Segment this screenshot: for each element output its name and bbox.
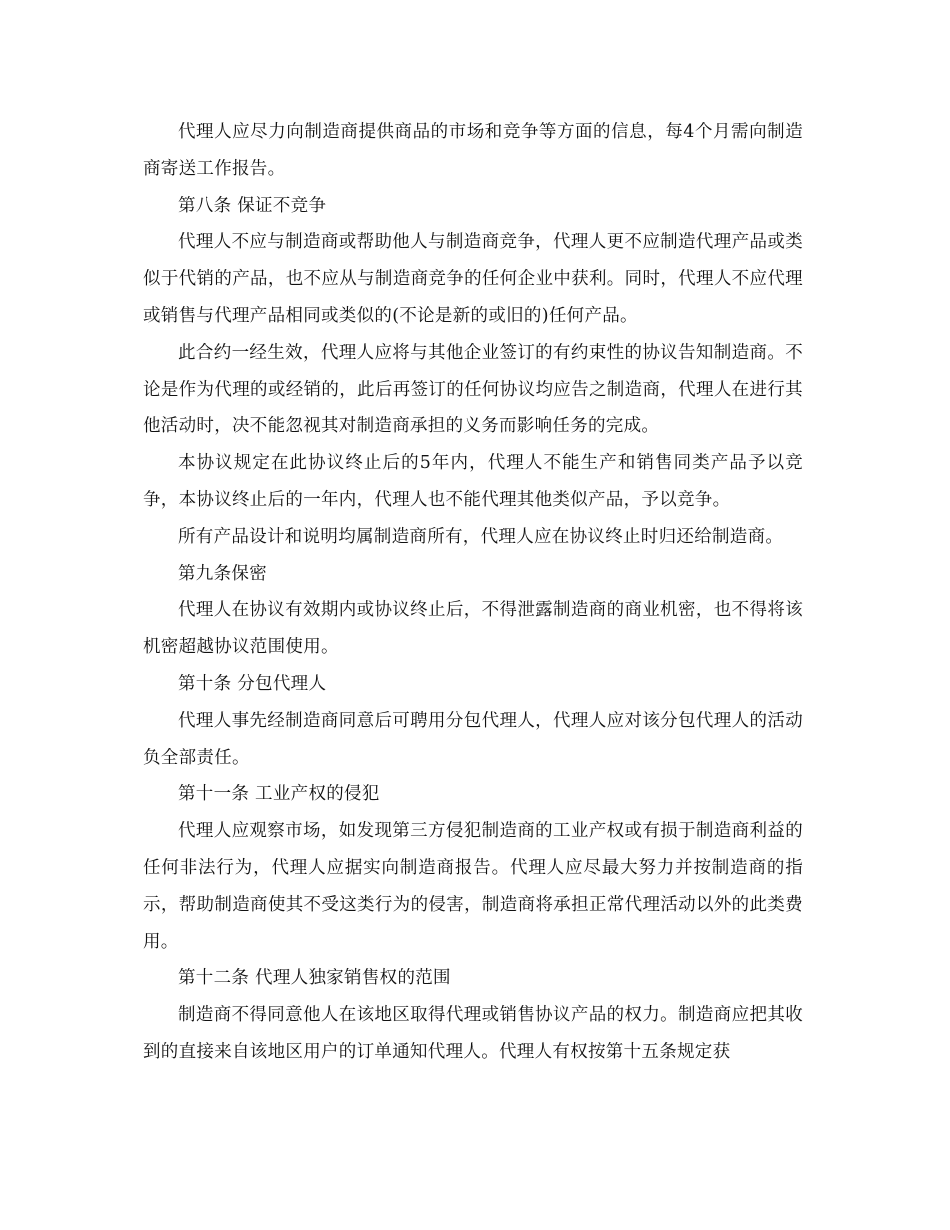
article-9-heading: 第九条保密 (178, 563, 267, 584)
paragraph-post-termination: 本协议规定在此协议终止后的5年内，代理人不能生产和销售同类产品予以竞争，本协议终止后的一年内，代理人也不能代理其他类似产品，予以竞争。 (143, 453, 803, 510)
paragraph-non-compete: 代理人不应与制造商或帮助他人与制造商竞争，代理人更不应制造代理产品或类似于代销的产品，也不应从与制造商竞争的任何企业中获利。同时，代理人不应代理或销售与代理产品相同或类似的(不论是新的或旧的)任何产品。 (143, 232, 803, 326)
article-11-heading: 第十一条 工业产权的侵犯 (178, 784, 380, 805)
document-page (143, 114, 803, 1071)
article-10-heading: 第十条 分包代理人 (178, 673, 327, 694)
paragraph-ip-infringement: 代理人应观察市场，如发现第三方侵犯制造商的工业产权或有损于制造商利益的任何非法行为，代理人应据实向制造商报告。代理人应尽最大努力并按制造商的指示，帮助制造商使其不受这类行为的侵害，制造商将承担正常代理活动以外的此类费用。 (143, 821, 803, 952)
paragraph-notify-agreements: 此合约一经生效，代理人应将与其他企业签订的有约束性的协议告知制造商。不论是作为代理的或经销的，此后再签订的任何协议均应告之制造商，代理人在进行其他活动时，决不能忽视其对制造商承担的义务而影响任务的完成。 (143, 342, 803, 437)
paragraph-design-ownership: 所有产品设计和说明均属制造商所有，代理人应在协议终止时归还给制造商。 (178, 526, 784, 547)
paragraph-exclusive-rights: 制造商不得同意他人在该地区取得代理或销售协议产品的权力。制造商应把其收到的直接来自该地区用户的订单通知代理人。代理人有权按第十五条规定获 (143, 1005, 803, 1062)
article-8-heading: 第八条 保证不竞争 (178, 195, 327, 216)
paragraph-sub-agent: 代理人事先经制造商同意后可聘用分包代理人，代理人应对该分包代理人的活动负全部责任。 (143, 710, 803, 768)
paragraph-report-duty: 代理人应尽力向制造商提供商品的市场和竞争等方面的信息，每4个月需向制造商寄送工作报告。 (143, 122, 803, 179)
article-12-heading: 第十二条 代理人独家销售权的范围 (178, 968, 451, 989)
paragraph-confidentiality: 代理人在协议有效期内或协议终止后，不得泄露制造商的商业机密，也不得将该机密超越协议范围使用。 (143, 600, 803, 658)
